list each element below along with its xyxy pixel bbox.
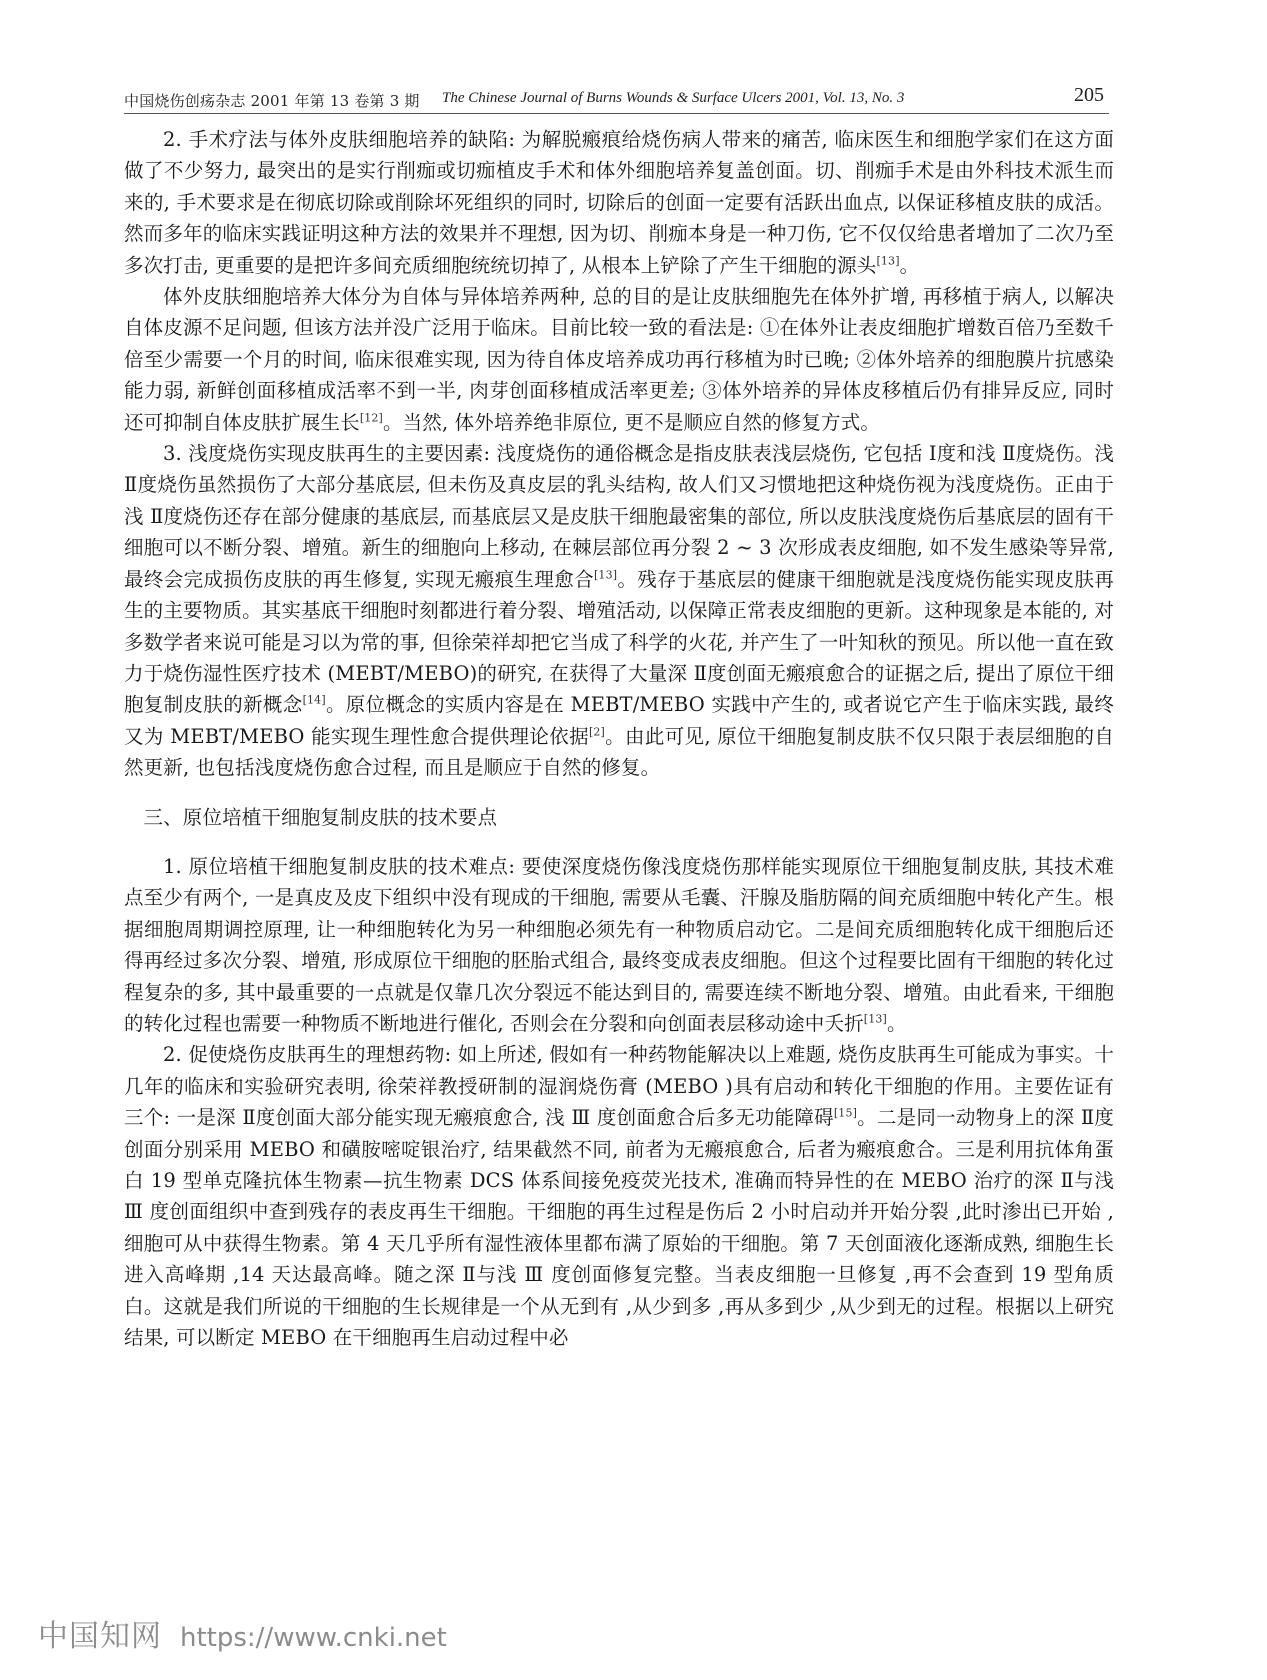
citation: [14] [302, 693, 326, 707]
citation: [15] [833, 1106, 858, 1120]
paragraph [124, 281, 1114, 438]
paragraph [124, 851, 1114, 1039]
paragraph-tail: 。 [899, 253, 920, 277]
paragraph [124, 438, 1114, 783]
section-heading: 三、原位培植干细胞复制皮肤的技术要点 [143, 805, 498, 829]
paragraph-text: 体外皮肤细胞培养大体分为自体与异体培养两种, 总的目的是让皮肤细胞先在体外扩增, 再移植于病人, 以解决自体皮源不足问题, 但该方法并没广泛用于临床。目前比较一致的看法是: ①在体外让表皮细胞扩增数百倍乃至数千倍至少需要一个月的时间, 临床很难实现, 因为待自体皮培养成功再行移植为时已晚; ②体外培养的细胞膜片抗感染能力弱, 新鲜创面移植成活率不到一半, 肉芽创面移植成活率更差; ③体外培养的异体皮移植后仍有排异反应, 同时还可抑制自体皮肤扩展生长 [124, 285, 1114, 434]
paragraph-tail: 。原位概念的实质内容是在 MEBT/MEBO 实践中产生的, 或者说它产生于临床实践, 最终又为 MEBT/MEBO 能实现生理性愈合提供理论依据 [124, 693, 1115, 748]
paragraph [124, 124, 1114, 281]
paragraph-tail: 。 [886, 1011, 907, 1035]
citation: [12] [359, 411, 383, 425]
citation: [13] [593, 568, 618, 582]
cnki-url: https://www.cnki.net [180, 1623, 447, 1653]
journal-title-en: The Chinese Journal of Burns Wounds & Surface Ulcers 2001, Vol. 13, No. 3 [442, 90, 905, 106]
cnki-watermark [38, 1611, 447, 1654]
paragraph-tail: 。二是同一动物身上的深 Ⅱ度创面分别采用 MEBO 和磺胺嘧啶银治疗, 结果截然不同, 前者为无瘢痕愈合, 后者为瘢痕愈合。三是利用抗体角蛋白 19 型单克隆抗体生物素—抗生物素 DCS 体系间接免疫荧光技术, 准确而特异性的在 MEBO 治疗的深 Ⅱ与浅 Ⅲ 度创面组织中查到残存的表皮再生干细胞。干细胞的再生过程是伤后 2 小时启动并开始分裂 ,此时渗出已开始 ,细胞可从中获得生物素。第 4 天几乎所有湿性液体里都布满了原始的干细胞。第 7 天创面液化逐渐成熟, 细胞生长进入高峰期 ,14 天达最高峰。随之深 Ⅱ与浅 Ⅲ 度创面修复完整。当表皮细胞一旦修复 ,再不会查到 19 型角质白。这就是我们所说的干细胞的生长规律是一个从无到有 ,从少到多 ,再从多到少 ,从少到无的过程。根据以上研究结果, 可以断定 MEBO 在干细胞再生启动过程中必 [124, 1106, 1114, 1350]
citation: [13] [863, 1012, 887, 1026]
article-body [124, 124, 1114, 1353]
cnki-logo-text: 中国知网 [38, 1619, 162, 1654]
citation: [13] [876, 254, 900, 268]
paragraph [124, 1039, 1114, 1353]
header-rule [124, 113, 1109, 114]
running-header [124, 84, 1104, 114]
paragraph-tail: 。由此可见, 原位干细胞复制皮肤不仅只限于表层细胞的自然更新, 也包括浅度烧伤愈合过程, 而且是顺应于自然的修复。 [124, 724, 1114, 780]
page-number: 205 [1074, 84, 1104, 106]
paragraph-text: 1. 原位培植干细胞复制皮肤的技术难点: 要使深度烧伤像浅度烧伤那样能实现原位干细胞复制皮肤, 其技术难点至少有两个, 一是真皮及皮下组织中没有现成的干细胞, 需要从毛囊、汗腺及脂肪隔的间充质细胞中转化产生。根据细胞周期调控原理, 让一种细胞转化为另一种细胞必须先有一种物质启动它。二是间充质细胞转化成干细胞后还得再经过多次分裂、增殖, 形成原位干细胞的胚胎式组合, 最终变成表皮细胞。但这个过程要比固有干细胞的转化过程复杂的多, 其中最重要的一点就是仅靠几次分裂远不能达到目的, 需要连续不断地分裂、增殖。由此看来, 干细胞的转化过程也需要一种物质不断地进行催化, 否则会在分裂和向创面表层移动途中夭折 [124, 854, 1114, 1035]
paragraph-text: 3. 浅度烧伤实现皮肤再生的主要因素: 浅度烧伤的通俗概念是指皮肤表浅层烧伤, 它包括 Ⅰ度和浅 Ⅱ度烧伤。浅 Ⅱ度烧伤虽然损伤了大部分基底层, 但未伤及真皮层的乳头结构, 故人们又习惯地把这种烧伤视为浅度烧伤。正由于浅 Ⅱ度烧伤还存在部分健康的基底层, 而基底层又是皮肤干细胞最密集的部位, 所以皮肤浅度烧伤后基底层的固有干细胞可以不断分裂、增殖。新生的细胞向上移动, 在棘层部位再分裂 2 ~ 3 次形成表皮细胞, 如不发生感染等异常, 最终会完成损伤皮肤的再生修复, 实现无瘢痕生理愈合 [124, 442, 1114, 591]
paragraph-tail: 。残存于基底层的健康干细胞就是浅度烧伤能实现皮肤再生的主要物质。其实基底干细胞时刻都进行着分裂、增殖活动, 以保障正常表皮细胞的更新。这种现象是本能的, 对多数学者来说可能是习以为常的事, 但徐荣祥却把它当成了科学的火花, 并产生了一叶知秋的预见。所以他一直在致力于烧伤湿性医疗技术 (MEBT/MEBO)的研究, 在获得了大量深 Ⅱ度创面无瘢痕愈合的证据之后, 提出了原位干细胞复制皮肤的新概念 [124, 567, 1114, 717]
paragraph-text: 2. 促使烧伤皮肤再生的理想药物: 如上所述, 假如有一种药物能解决以上难题, 烧伤皮肤再生可能成为事实。十几年的临床和实验研究表明, 徐荣祥教授研制的湿润烧伤膏 (MEBO )具有启动和转化干细胞的作用。主要佐证有三个: 一是深 Ⅱ度创面大部分能实现无瘢痕愈合, 浅 Ⅲ 度创面愈合后多无功能障碍 [124, 1043, 1114, 1130]
paragraph-text: 2. 手术疗法与体外皮肤细胞培养的缺陷: 为解脱瘢痕给烧伤病人带来的痛苦, 临床医生和细胞学家们在这方面做了不少努力, 最突出的是实行削痂或切痂植皮手术和体外细胞培养复盖创面。切、削痂手术是由外科技术派生而来的, 手术要求是在彻底切除或削除坏死组织的同时, 切除后的创面一定要有活跃出血点, 以保证移植皮肤的成活。然而多年的临床实践证明这种方法的效果并不理想, 因为切、削痂本身是一种刀伤, 它不仅仅给患者增加了二次乃至多次打击, 更重要的是把许多间充质细胞统统切掉了, 从根本上铲除了产生干细胞的源头 [124, 128, 1114, 277]
citation: [2] [588, 725, 605, 739]
journal-title-cn: 中国烧伤创疡杂志 2001 年第 13 卷第 3 期 [124, 92, 420, 110]
paragraph-tail: 。当然, 体外培养绝非原位, 更不是顺应自然的修复方式。 [383, 410, 880, 434]
